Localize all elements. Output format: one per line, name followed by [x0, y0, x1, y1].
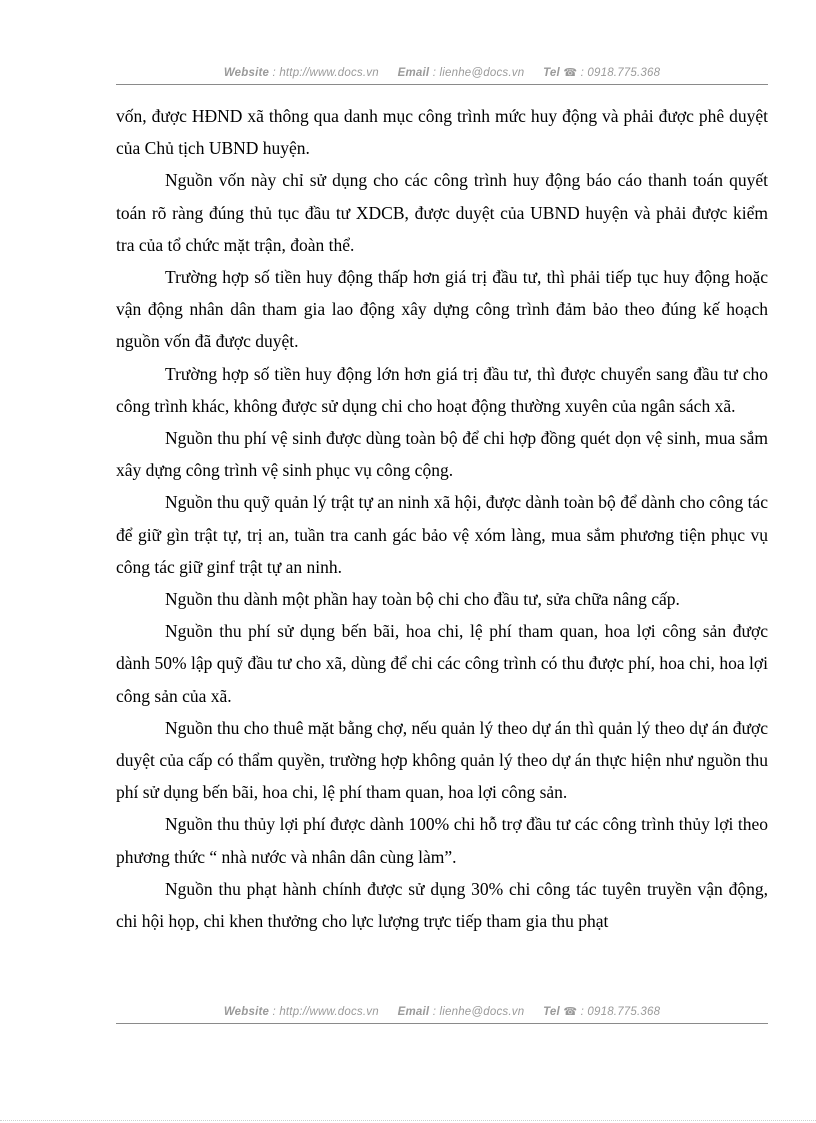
email-label: Email [397, 1006, 430, 1018]
email-value: : lienhe@docs.vn [432, 1006, 525, 1018]
paragraph: Nguồn thu phạt hành chính được sử dụng 30% chi công tác tuyên truyền vận động, chi hội họp, chi khen thưởng cho lực lượng trực tiếp tham gia thu phạt [116, 878, 768, 932]
page-edge-divider [0, 1120, 816, 1121]
website-label: Website [223, 1006, 270, 1018]
paragraph: Nguồn thu phí sử dụng bến bãi, hoa chi, lệ phí tham quan, hoa lợi công sản được dành 50% lập quỹ đầu tư cho xã, dùng để chi các công trình có thu được phí, hoa chi, hoa lợi công sản của xã. [116, 621, 768, 706]
website-value: : http://www.docs.vn [272, 67, 379, 79]
paragraph: Nguồn thu phí vệ sinh được dùng toàn bộ để chi hợp đồng quét dọn vệ sinh, mua sắm xây dựng công trình vệ sinh phục vụ công cộng. [116, 428, 768, 481]
tel-value: : 0918.775.368 [580, 1006, 661, 1018]
document-body [116, 100, 768, 937]
paragraph: vốn, được HĐND xã thông qua danh mục công trình mức huy động và phải được phê duyệt của Chủ tịch UBND huyện. [116, 106, 768, 159]
page-footer [116, 1005, 768, 1024]
paragraph: Nguồn thu quỹ quản lý trật tự an ninh xã hội, được dành toàn bộ để dành cho công tác để giữ gìn trật tự, trị an, tuần tra canh gác bảo vệ xóm làng, mua sắm phương tiện phục vụ công tác giữ ginf trật tự an ninh. [116, 492, 768, 577]
tel-label: Tel [543, 1006, 560, 1018]
tel-label: Tel [543, 67, 560, 79]
paragraph: Nguồn vốn này chỉ sử dụng cho các công trình huy động báo cáo thanh toán quyết toán rõ ràng đúng thủ tục đầu tư XDCB, được duyệt của UBND huyện và phải được kiểm tra của tổ chức mặt trận, đoàn thể. [116, 170, 768, 255]
phone-icon: ☎ [563, 67, 578, 79]
page-header [116, 66, 768, 85]
paragraph: Trường hợp số tiền huy động thấp hơn giá trị đầu tư, thì phải tiếp tục huy động hoặc vận động nhân dân tham gia lao động xây dựng công trình đảm bảo theo đúng kế hoạch nguồn vốn đã được duyệt. [116, 267, 768, 352]
phone-icon: ☎ [563, 1006, 578, 1018]
paragraph: Nguồn thu thủy lợi phí được dành 100% chi hỗ trợ đầu tư các công trình thủy lợi theo phương thức “ nhà nước và nhân dân cùng làm”. [116, 814, 768, 867]
paragraph: Nguồn thu dành một phần hay toàn bộ chi cho đầu tư, sửa chữa nâng cấp. [165, 589, 680, 610]
email-value: : lienhe@docs.vn [432, 67, 525, 79]
email-label: Email [397, 67, 430, 79]
website-value: : http://www.docs.vn [272, 1006, 379, 1018]
paragraph: Trường hợp số tiền huy động lớn hơn giá trị đầu tư, thì được chuyển sang đầu tư cho công trình khác, không được sử dụng chi cho hoạt động thường xuyên của ngân sách xã. [116, 363, 768, 416]
website-label: Website [223, 67, 270, 79]
tel-value: : 0918.775.368 [580, 67, 661, 79]
paragraph: Nguồn thu cho thuê mặt bằng chợ, nếu quản lý theo dự án thì quản lý theo dự án được duyệt của cấp có thẩm quyền, trường hợp không quản lý theo dự án thực hiện như nguồn thu phí sử dụng bến bãi, hoa chi, lệ phí tham quan, hoa lợi công sản. [116, 717, 768, 803]
